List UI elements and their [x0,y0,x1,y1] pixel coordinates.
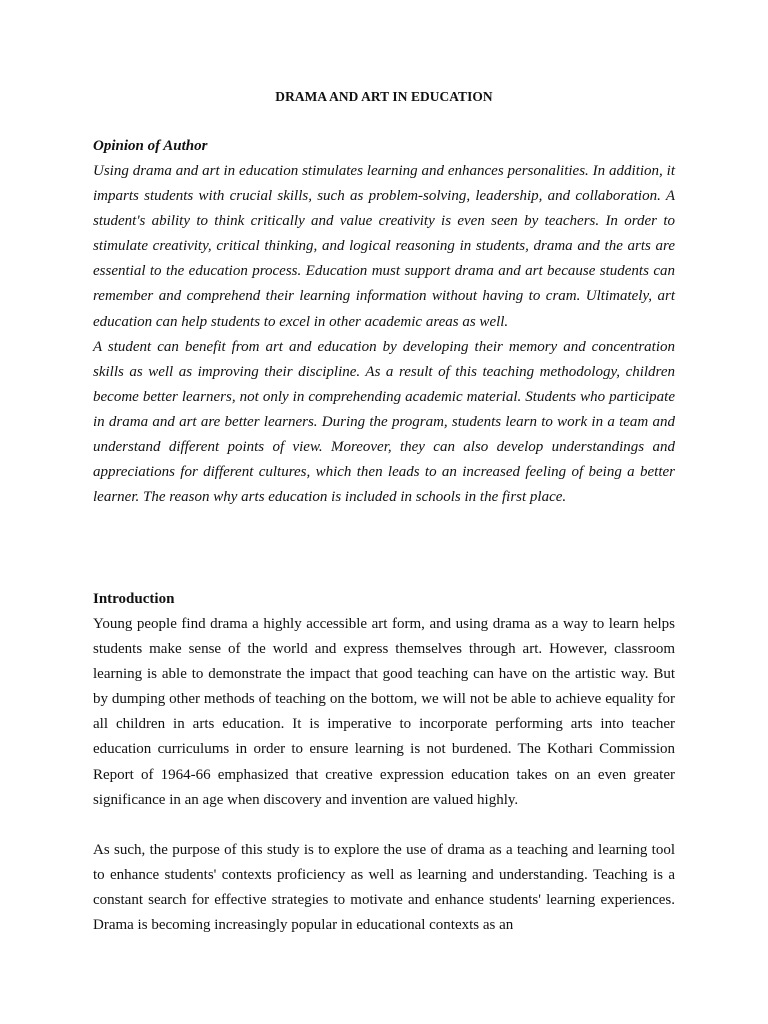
opinion-paragraph-1: Using drama and art in education stimulates learning and enhances personalities. In addition, it imparts students with crucial skills, such as problem-solving, leadership, and collaboration. A student's ability to think critically and value creativity is even seen by teachers. In order to stimulate creativity, critical thinking, and logical reasoning in students, drama and the arts are essential to the education process. Education must support drama and art because students can remember and comprehend their learning information without having to cram. Ultimately, art education can help students to excel in other academic areas as well. [93,163,675,330]
introduction-paragraph-2: As such, the purpose of this study is to explore the use of drama as a teaching and learning tool to enhance students' contexts proficiency as well as learning and understanding. Teaching is a constant search for effective strategies to motivate and enhance students' learning experiences. Drama is becoming increasingly popular in educational contexts as an [93,842,675,934]
introduction-paragraph-1: Young people find drama a highly accessible art form, and using drama as a way to learn helps students make sense of the world and express themselves through art. However, classroom learning is able to demonstrate the impact that good teaching can have on the artistic way. But by dumping other methods of teaching on the bottom, we will not be able to achieve equality for all children in arts education. It is imperative to incorporate performing arts into teacher education curriculums in order to ensure learning is not burdened. The Kothari Commission Report of 1964-66 emphasized that creative expression education takes on an even greater significance in an age when discovery and invention are valued highly. [93,616,675,808]
purpose-section [93,838,675,938]
opinion-section [93,134,675,510]
document-title: DRAMA AND ART IN EDUCATION [275,89,493,104]
opinion-heading: Opinion of Author [93,138,208,154]
introduction-section [93,587,675,813]
opinion-paragraph-2: A student can benefit from art and education by developing their memory and concentration skills as well as improving their discipline. As a result of this teaching methodology, children become better learners, not only in comprehending academic material. Students who participate in drama and art are better learners. During the program, students learn to work in a team and understand different points of view. Moreover, they can also develop understandings and appreciations for different cultures, which then leads to an increased feeling of being a better learner. The reason why arts education is included in schools in the first place. [93,338,675,506]
introduction-heading: Introduction [93,591,175,607]
